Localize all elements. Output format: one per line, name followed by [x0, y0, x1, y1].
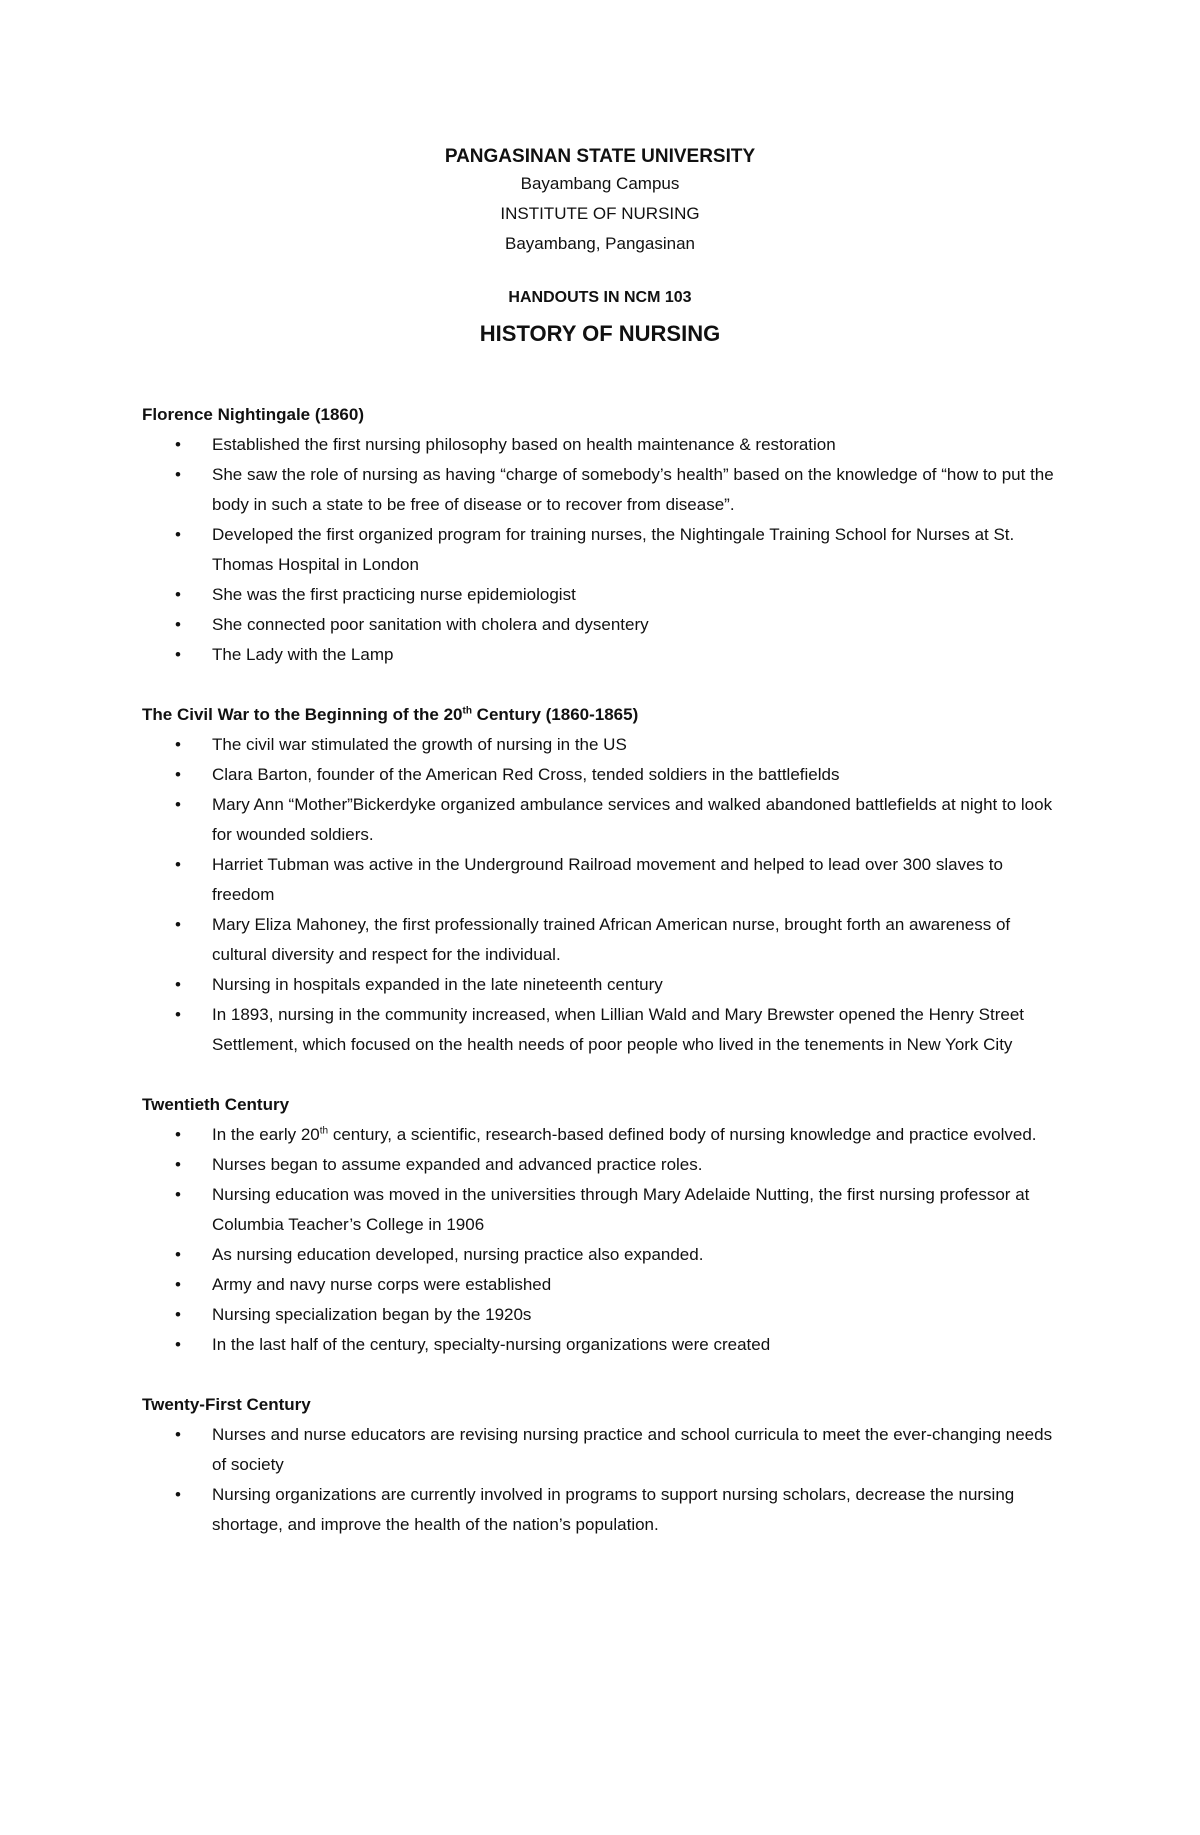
list-item [142, 790, 1062, 850]
section-twenty-first-century [142, 1390, 1062, 1540]
list-item [142, 430, 1062, 460]
bullet-icon: • [175, 795, 181, 814]
section-title: Twenty-First Century [142, 1395, 311, 1414]
list-item [142, 1180, 1062, 1240]
bullet-list [142, 1420, 1062, 1540]
list-item-text: As nursing education developed, nursing practice also expanded. [212, 1245, 704, 1264]
list-item-text: Army and navy nurse corps were established [212, 1275, 552, 1294]
section-title: Twentieth Century [142, 1095, 290, 1114]
section-title: Florence Nightingale (1860) [142, 405, 364, 424]
bullet-icon: • [175, 1185, 181, 1204]
bullet-icon: • [175, 1125, 181, 1144]
bullet-icon: • [175, 975, 181, 994]
list-item-text: Nurses and nurse educators are revising nursing practice and school curricula to meet the ever-changing needs of society [212, 1425, 1053, 1474]
list-item-text: century, a scientific, research-based defined body of nursing knowledge and practice evolved. [328, 1125, 1037, 1144]
document-title: HISTORY OF NURSING [479, 321, 721, 346]
list-item-text: Nursing organizations are currently involved in programs to support nursing scholars, decrease the nursing shortage, and improve the health of the nation’s population. [212, 1485, 1015, 1534]
bullet-icon: • [175, 585, 181, 604]
list-item-text: In the last half of the century, specialty-nursing organizations were created [212, 1335, 771, 1354]
university-name: PANGASINAN STATE UNIVERSITY [444, 146, 756, 167]
bullet-icon: • [175, 1005, 181, 1024]
bullet-icon: • [175, 435, 181, 454]
list-item [142, 640, 1062, 670]
bullet-icon: • [175, 1275, 181, 1294]
list-item-text: Nurses began to assume expanded and advanced practice roles. [212, 1155, 703, 1174]
list-item-text: Developed the first organized program for training nurses, the Nightingale Training School for Nurses at St. Thomas Hospital in London [212, 525, 1015, 574]
list-item-text: In the early 20 [212, 1125, 320, 1144]
bullet-icon: • [175, 1425, 181, 1444]
bullet-icon: • [175, 1245, 181, 1264]
bullet-icon: • [175, 1305, 181, 1324]
list-item-text: Nursing specialization began by the 1920s [212, 1305, 532, 1324]
list-item-text: Clara Barton, founder of the American Red Cross, tended soldiers in the battlefields [212, 765, 840, 784]
list-item [142, 1330, 1062, 1360]
bullet-icon: • [175, 765, 181, 784]
list-item [142, 460, 1062, 520]
bullet-list [142, 1120, 1062, 1360]
list-item-text: Nursing education was moved in the universities through Mary Adelaide Nutting, the first nursing professor at Columbia Teacher’s College in 1906 [212, 1185, 1030, 1234]
list-item [142, 520, 1062, 580]
list-item [142, 1270, 1062, 1300]
list-item [142, 1120, 1062, 1150]
bullet-list [142, 730, 1062, 1060]
bullet-icon: • [175, 855, 181, 874]
list-item-text: Harriet Tubman was active in the Underground Railroad movement and helped to lead over 300 slaves to freedom [212, 855, 1003, 904]
handouts-label: HANDOUTS IN NCM 103 [508, 289, 692, 306]
list-item-text: Mary Ann “Mother”Bickerdyke organized ambulance services and walked abandoned battlefields at night to look for wounded soldiers. [212, 795, 1053, 844]
list-item-text: In 1893, nursing in the community increased, when Lillian Wald and Mary Brewster opened the Henry Street Settlement, which focused on the health needs of poor people who lived in the tenements in New York City [212, 1005, 1025, 1054]
bullet-icon: • [175, 1485, 181, 1504]
list-item [142, 850, 1062, 910]
bullet-icon: • [175, 915, 181, 934]
section-title-text: The Civil War to the Beginning of the 20 [142, 705, 463, 724]
list-item-text: Nursing in hospitals expanded in the late nineteenth century [212, 975, 663, 994]
list-item-text: She saw the role of nursing as having “charge of somebody’s health” based on the knowledge of “how to put the body in such a state to be free of disease or to recover from disease”. [212, 465, 1054, 514]
list-item [142, 910, 1062, 970]
institute-name: INSTITUTE OF NURSING [500, 204, 700, 223]
list-item [142, 760, 1062, 790]
list-item-text: She connected poor sanitation with cholera and dysentery [212, 615, 649, 634]
section-twentieth-century [142, 1090, 1062, 1360]
list-item [142, 1420, 1062, 1480]
list-item [142, 1150, 1062, 1180]
bullet-icon: • [175, 465, 181, 484]
campus-name: Bayambang Campus [520, 174, 680, 193]
list-item [142, 610, 1062, 640]
list-item-text: The Lady with the Lamp [212, 645, 394, 664]
list-item [142, 970, 1062, 1000]
list-item-text: Established the first nursing philosophy based on health maintenance & restoration [212, 435, 836, 454]
list-item [142, 730, 1062, 760]
bullet-icon: • [175, 1155, 181, 1174]
bullet-icon: • [175, 615, 181, 634]
document-header [0, 145, 1200, 348]
section-title [142, 700, 1062, 730]
location: Bayambang, Pangasinan [505, 234, 695, 253]
bullet-icon: • [175, 735, 181, 754]
list-item [142, 1000, 1062, 1060]
bullet-icon: • [175, 525, 181, 544]
superscript: th [319, 1125, 329, 1137]
list-item [142, 580, 1062, 610]
list-item [142, 1480, 1062, 1540]
list-item-text: Mary Eliza Mahoney, the first professionally trained African American nurse, brought forth an awareness of cultural diversity and respect for the individual. [212, 915, 1011, 964]
list-item-text: She was the first practicing nurse epidemiologist [212, 585, 576, 604]
bullet-icon: • [175, 645, 181, 664]
list-item-text: The civil war stimulated the growth of nursing in the US [212, 735, 627, 754]
document-body [142, 400, 1062, 1570]
superscript: th [462, 705, 472, 717]
section-nightingale [142, 400, 1062, 670]
bullet-list [142, 430, 1062, 670]
section-title-text: Century (1860-1865) [471, 705, 639, 724]
section-civil-war [142, 700, 1062, 1060]
list-item [142, 1240, 1062, 1270]
list-item [142, 1300, 1062, 1330]
bullet-icon: • [175, 1335, 181, 1354]
